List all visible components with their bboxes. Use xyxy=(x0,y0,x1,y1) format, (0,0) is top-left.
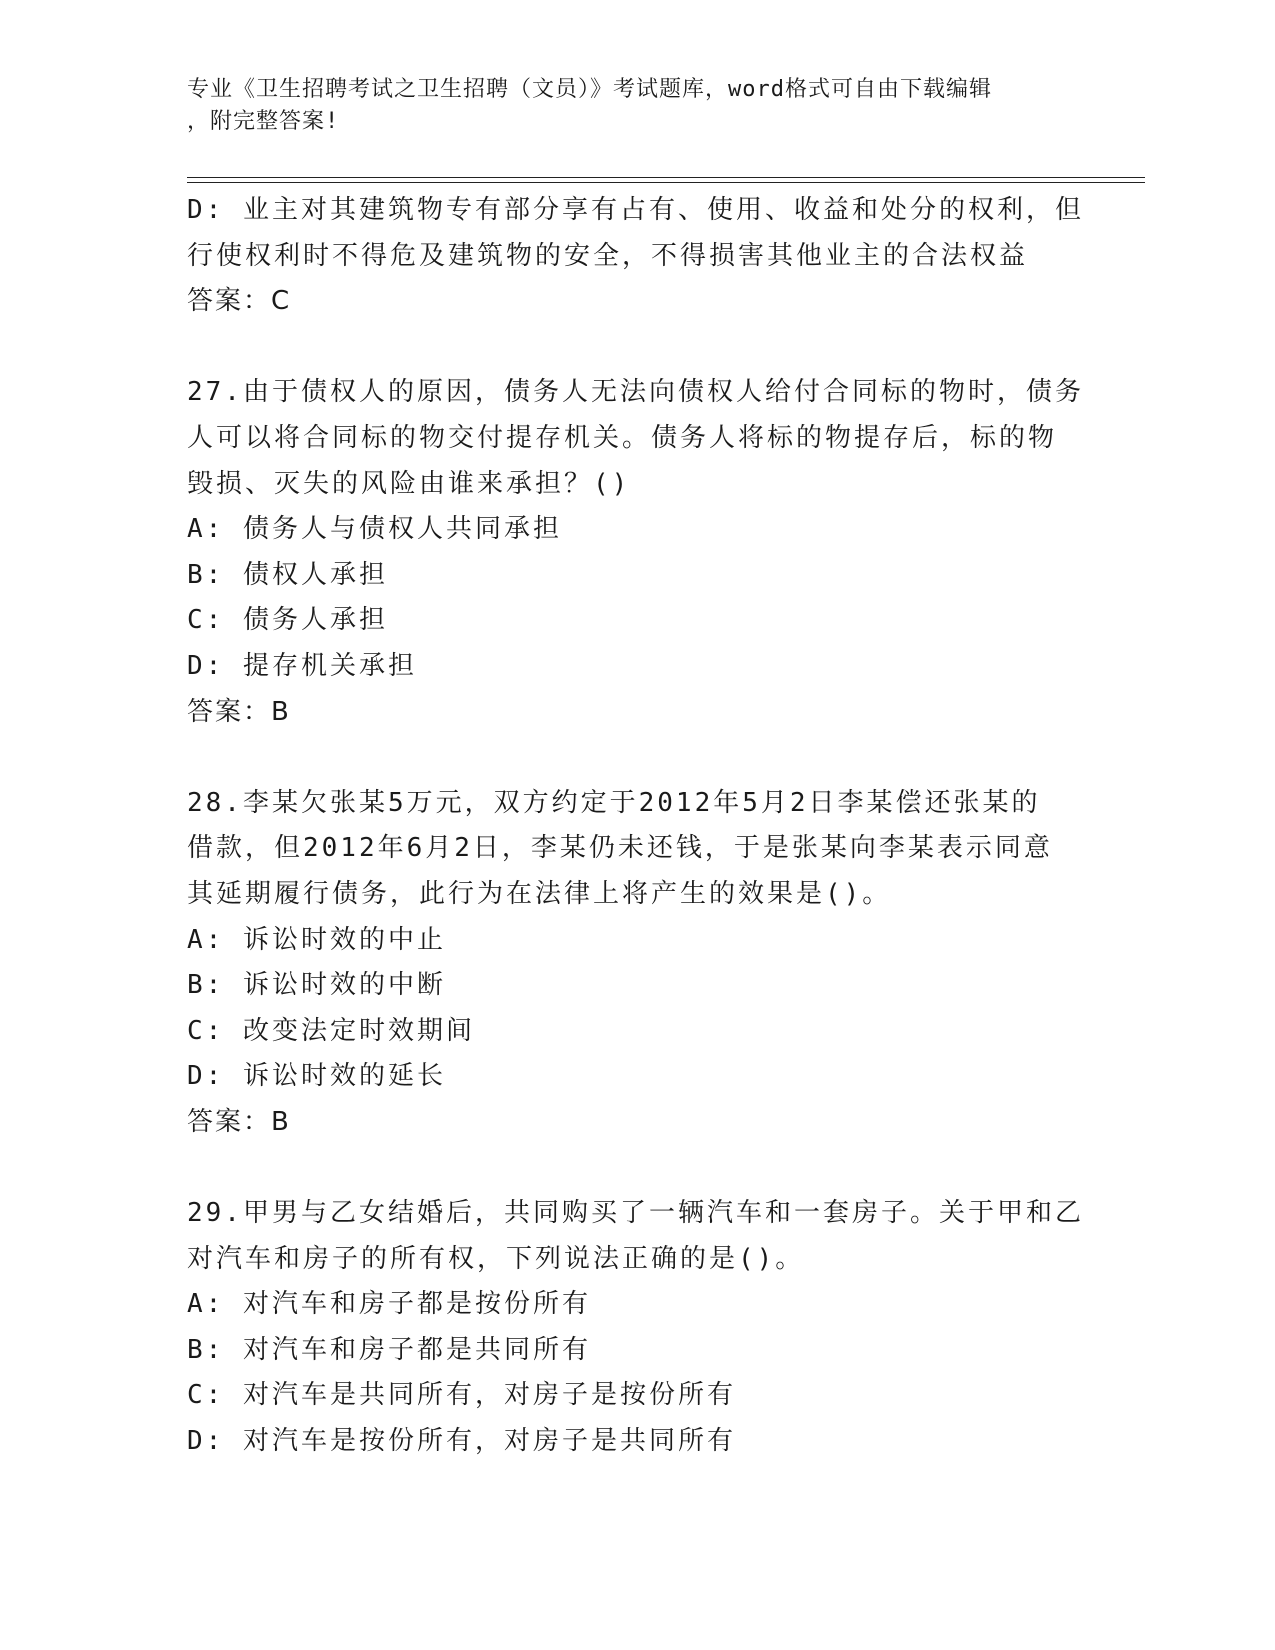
option-a: A: 债务人与债权人共同承担 xyxy=(187,514,562,545)
option-d: D: 对汽车是按份所有，对房子是共同所有 xyxy=(187,1426,736,1457)
question-stem-line3: 其延期履行债务，此行为在法律上将产生的效果是()。 xyxy=(187,878,892,909)
question-29 xyxy=(187,1191,1087,1465)
answer-label: 答案：B xyxy=(187,696,291,727)
answer-label: 答案：C xyxy=(187,286,292,317)
answer-label: 答案：B xyxy=(187,1106,291,1137)
spacer xyxy=(187,325,1087,371)
question-stem-line1: 28.李某欠张某5万元，双方约定于2012年5月2日李某偿还张某的 xyxy=(187,787,1041,818)
option-d: D: 诉讼时效的延长 xyxy=(187,1061,446,1092)
option-b: B: 诉讼时效的中断 xyxy=(187,970,446,1001)
question-stem-line2: 借款，但2012年6月2日，李某仍未还钱，于是张某向李某表示同意 xyxy=(187,833,1053,864)
option-a: A: 诉讼时效的中止 xyxy=(187,924,446,955)
option-d: D: 提存机关承担 xyxy=(187,650,417,681)
header-divider-top xyxy=(187,177,1145,178)
header-title-line1: 专业《卫生招聘考试之卫生招聘（文员）》考试题库，word格式可自由下载编辑 xyxy=(187,77,992,102)
header-title-line2: ，附完整答案! xyxy=(187,109,340,134)
question-stem-line1: 29.甲男与乙女结婚后，共同购买了一辆汽车和一套房子。关于甲和乙 xyxy=(187,1198,1084,1229)
question-stem-line3: 毁损、灭失的风险由谁来承担？() xyxy=(187,468,631,499)
question-28 xyxy=(187,781,1087,1146)
option-c: C: 债务人承担 xyxy=(187,605,388,636)
question-list xyxy=(187,188,1087,1465)
option-c: C: 对汽车是共同所有，对房子是按份所有 xyxy=(187,1380,736,1411)
question-stem-line1: 27.由于债权人的原因，债务人无法向债权人给付合同标的物时，债务 xyxy=(187,377,1084,408)
question-26-tail xyxy=(187,188,1087,325)
header-divider-bottom xyxy=(187,182,1145,183)
option-c: C: 改变法定时效期间 xyxy=(187,1015,475,1046)
option-b: B: 债权人承担 xyxy=(187,559,388,590)
question-27 xyxy=(187,370,1087,735)
option-d-line2: 行使权利时不得危及建筑物的安全，不得损害其他业主的合法权益 xyxy=(187,240,1029,271)
question-stem-line2: 对汽车和房子的所有权，下列说法正确的是()。 xyxy=(187,1243,805,1274)
question-stem-line2: 人可以将合同标的物交付提存机关。债务人将标的物提存后，标的物 xyxy=(187,422,1058,453)
option-d-line1: D: 业主对其建筑物专有部分享有占有、使用、收益和处分的权利，但 xyxy=(187,195,1084,225)
document-header xyxy=(187,74,1087,138)
spacer xyxy=(187,1145,1087,1191)
spacer xyxy=(187,735,1087,781)
option-a: A: 对汽车和房子都是按份所有 xyxy=(187,1289,591,1320)
option-b: B: 对汽车和房子都是共同所有 xyxy=(187,1334,591,1365)
